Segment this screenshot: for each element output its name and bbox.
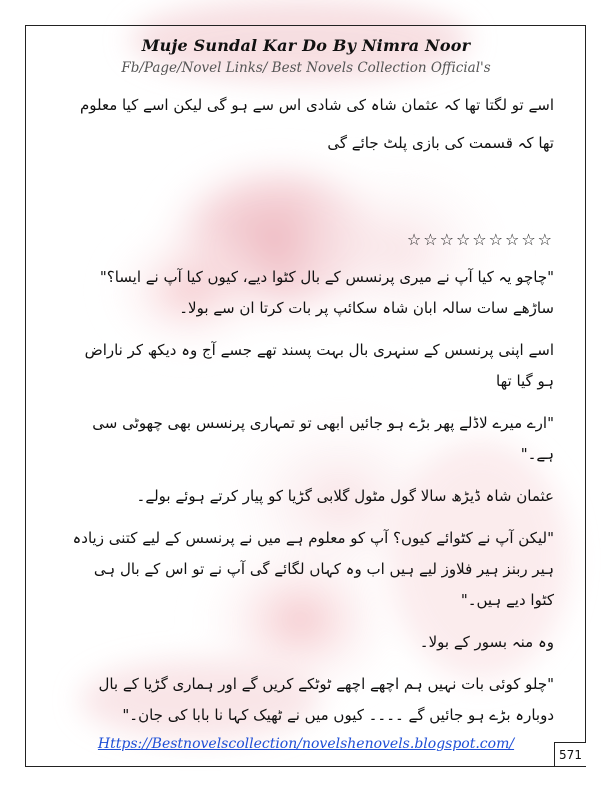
page-number: 571 [554, 742, 586, 766]
story-body [72, 262, 554, 742]
paragraph: "لیکن آپ نے کٹوائے کیوں؟ آپ کو معلوم ہے میں نے پرنسس کے لیے کتنی زیادہ ہیر ربنز ہیر فلاوز لیے ہیں اب وہ کہاں لگائے گی آپ نے تو اس کے بال ہی کٹوا دیے ہیں۔" [72, 529, 554, 609]
intro-paragraph [72, 86, 554, 162]
paragraph: اسے اپنی پرنسس کے سنہری بال بہت پسند تھے جسے آج وہ دیکھ کر ناراض ہو گیا تھا [84, 341, 554, 390]
star-separator: ☆☆☆☆☆☆☆☆☆ [406, 230, 554, 249]
paragraph: اسے تو لگتا تھا کہ عثمان شاہ کی شادی اس سے ہو گی لیکن اسے کیا معلوم تھا کہ قسمت کی بازی پلٹ جائے گی [80, 96, 554, 152]
paragraph: عثمان شاہ ڈیڑھ سالا گول مٹول گلابی گڑیا کو پیار کرتے ہوئے بولے۔ [136, 487, 554, 505]
paragraph: وہ منہ بسور کے بولا۔ [419, 633, 554, 651]
source-subtitle: Fb/Page/Novel Links/ Best Novels Collection Official's [121, 60, 491, 76]
paragraph: "چلو کوئی بات نہیں ہم اچھے اچھے ٹوٹکے کریں گے اور ہماری گڑیا کے بال دوبارہ بڑے ہو جائیں گے ۔۔۔۔ کیوں میں نے ٹھیک کہا نا بابا کی جان۔" [98, 675, 554, 724]
blog-link[interactable]: Https://Bestnovelscollection/novelshenovels.blogspot.com/ [97, 736, 515, 752]
paragraph: "ارے میرے لاڈلے پھر بڑے ہو جائیں ابھی تو تمہاری پرنسس بھی چھوٹی سی ہے۔" [92, 414, 554, 463]
book-title: Muje Sundal Kar Do By Nimra Noor [141, 36, 471, 55]
paragraph: "چاچو یہ کیا آپ نے میری پرنسس کے بال کٹوا دیے، کیوں کیا آپ نے ایسا؟" ساڑھے سات سالہ ابان شاہ سکائپ پر بات کرتا ان سے بولا۔ [99, 268, 554, 317]
